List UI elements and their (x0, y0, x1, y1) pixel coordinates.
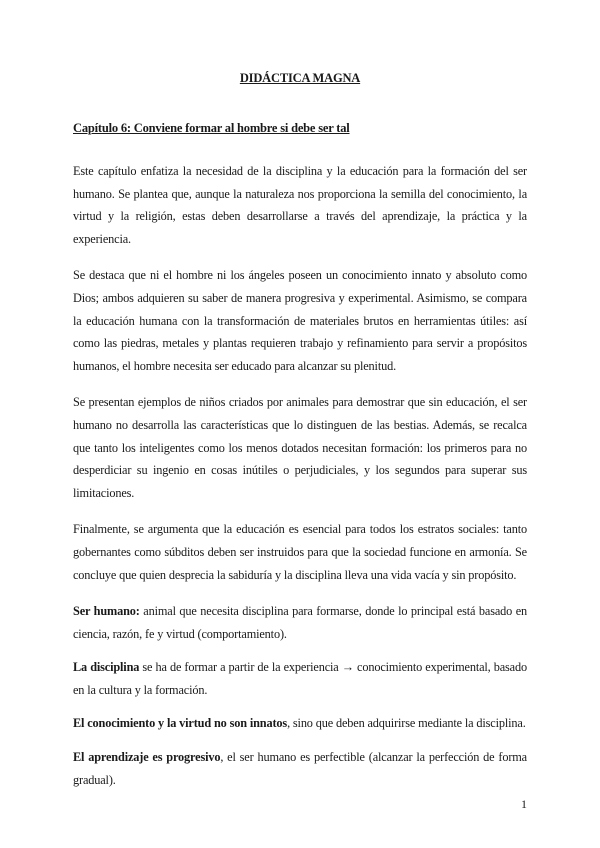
definition-term: El aprendizaje es progresivo (73, 750, 221, 765)
definition-text: se ha de formar a partir de la experiencia → conocimiento experimental, basado en la cultura y la formación. (73, 660, 527, 697)
paragraph-examples: Se presentan ejemplos de niños criados por animales para demostrar que sin educación, el ser humano no desarrolla las características que lo distinguen de las bestias. Además, se recalca que tanto los inteligentes como los menos dotados necesitan formación: los primeros para no desperdiciar su ingenio en cosas inútiles o perjudiciales, y los segundos para superar sus limitaciones. (73, 395, 527, 500)
definition-disciplina (73, 656, 527, 701)
definition-text: , sino que deben adquirirse mediante la disciplina. (287, 716, 526, 731)
definition-term: La disciplina (73, 660, 140, 675)
document-title: DIDÁCTICA MAGNA (239, 71, 361, 85)
definition-aprendizaje (73, 746, 527, 791)
definition-text: animal que necesita disciplina para formarse, donde lo principal está basado en ciencia, razón, fe y virtud (comportamiento). (73, 604, 527, 641)
chapter-title: Capítulo 6: Conviene formar al hombre si debe ser tal (73, 121, 350, 135)
definition-text: , el ser humano es perfectible (alcanzar la perfección de forma gradual). (73, 750, 527, 787)
definition-conocimiento (73, 712, 527, 735)
paragraph-intro: Este capítulo enfatiza la necesidad de la disciplina y la educación para la formación del ser humano. Se plantea que, aunque la naturaleza nos proporciona la semilla del conocimiento, la virtud y la religión, estas deben desarrollarse a través del aprendizaje, la práctica y la experiencia. (73, 164, 527, 246)
definition-ser-humano (73, 600, 527, 645)
paragraph-conclusion: Finalmente, se argumenta que la educación es esencial para todos los estratos sociales: tanto gobernantes como súbditos deben ser instruidos para que la sociedad funcione en armonía. Se concluye que quien desprecia la sabiduría y la disciplina lleva una vida vacía y sin propósito. (73, 522, 527, 582)
paragraph-knowledge: Se destaca que ni el hombre ni los ángeles poseen un conocimiento innato y absoluto como Dios; ambos adquieren su saber de manera progresiva y experimental. Asimismo, se compara la educación humana con la transformación de materiales brutos en herramientas útiles: así como las piedras, metales y plantas requieren trabajo y refinamiento para servir a propósitos humanos, el hombre necesita ser educado para alcanzar su plenitud. (73, 268, 527, 373)
definition-term: Ser humano: (73, 604, 140, 619)
definition-term: El conocimiento y la virtud no son innatos (73, 716, 288, 731)
document-body (73, 160, 527, 802)
page-number: 1 (521, 797, 527, 811)
